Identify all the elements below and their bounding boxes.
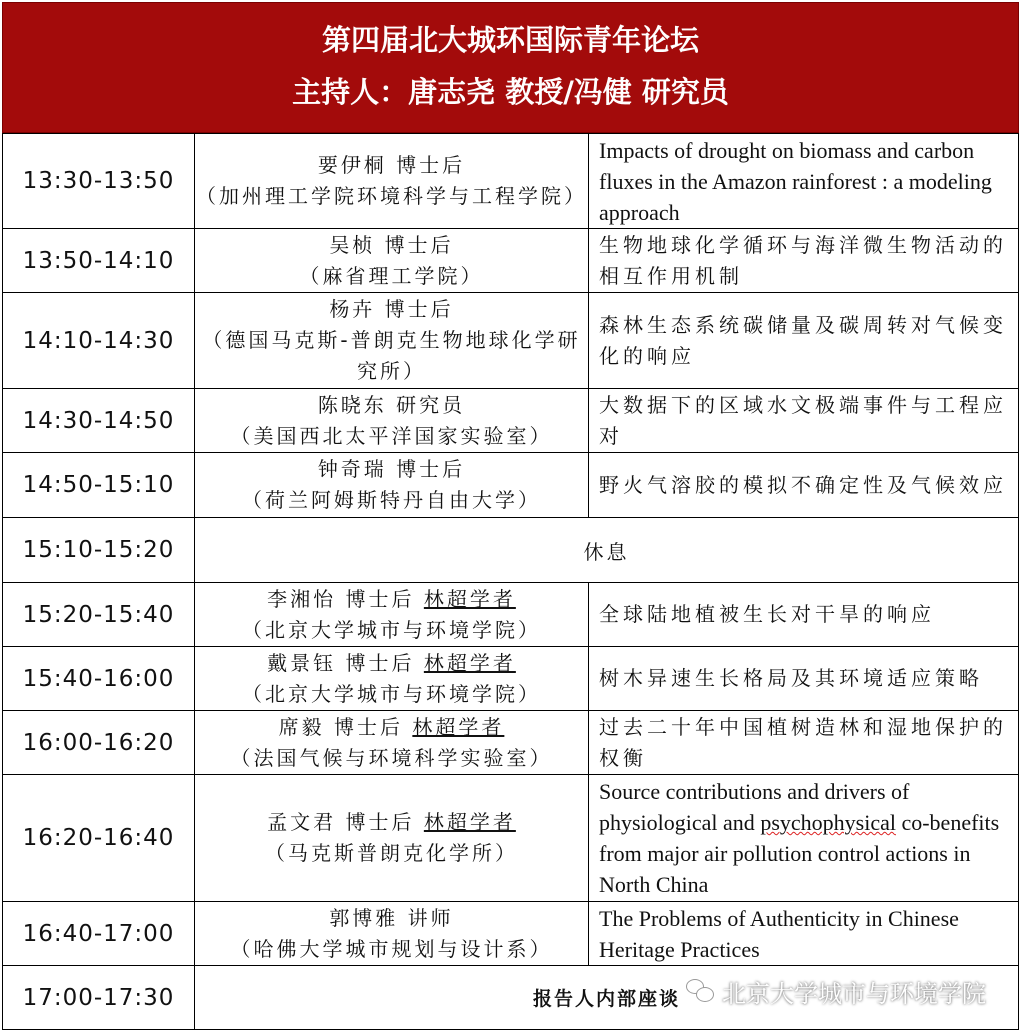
topic-cell: 森林生态系统碳储量及碳周转对气候变化的响应 bbox=[589, 293, 1019, 389]
speaker-name: 陈晓东 研究员 bbox=[317, 392, 466, 417]
speaker-affiliation: （法国气候与环境科学实验室） bbox=[230, 745, 553, 770]
table-row bbox=[3, 583, 1019, 647]
speaker-affiliation: （美国西北太平洋国家实验室） bbox=[230, 423, 553, 448]
topic-text: co-benefits from major air pollution control actions in North China bbox=[599, 810, 1000, 897]
time-cell: 17:00-17:30 bbox=[3, 966, 195, 1030]
forum-schedule bbox=[2, 2, 1019, 1030]
speaker-cell bbox=[195, 229, 589, 293]
table-row bbox=[3, 229, 1019, 293]
speaker-cell bbox=[195, 711, 589, 775]
time-cell: 16:40-17:00 bbox=[3, 902, 195, 966]
speaker-affiliation: （加州理工学院环境科学与工程学院） bbox=[196, 184, 587, 208]
time-cell: 13:30-13:50 bbox=[3, 134, 195, 229]
speaker-line bbox=[195, 648, 588, 679]
topic-cell: 生物地球化学循环与海洋微生物活动的相互作用机制 bbox=[589, 229, 1019, 293]
speaker-cell bbox=[195, 389, 589, 453]
table-row bbox=[3, 775, 1019, 902]
watermark-text: 北京大学城市与环境学院 bbox=[722, 979, 986, 1008]
speaker-cell bbox=[195, 134, 589, 229]
topic-text: Source contributions and drivers of physiological and bbox=[599, 779, 910, 835]
topic-cell: 野火气溶胶的模拟不确定性及气候效应 bbox=[589, 453, 1019, 518]
break-cell: 报告人内部座谈 bbox=[195, 966, 1019, 1030]
scholar-badge: 林超学者 bbox=[423, 810, 516, 834]
speaker-cell bbox=[195, 293, 589, 389]
speaker-cell bbox=[195, 902, 589, 966]
break-cell: 休息 bbox=[195, 518, 1019, 583]
speaker-name: 戴景钰 博士后 bbox=[267, 650, 415, 675]
speaker-affiliation: （麻省理工学院） bbox=[299, 263, 484, 288]
speaker-affiliation: （马克斯普朗克化学所） bbox=[265, 841, 518, 865]
speaker-name: 要伊桐 博士后 bbox=[317, 153, 466, 177]
speaker-affiliation: （北京大学城市与环境学院） bbox=[242, 617, 541, 642]
speaker-name: 郭博雅 讲师 bbox=[329, 905, 454, 930]
speaker-line bbox=[195, 807, 588, 838]
forum-title: 第四届北大城环国际青年论坛 bbox=[321, 23, 699, 57]
spellcheck-word: psychophysical bbox=[760, 810, 896, 835]
time-cell: 14:50-15:10 bbox=[3, 453, 195, 518]
speaker-name: 杨卉 博士后 bbox=[329, 297, 454, 321]
speaker-cell bbox=[195, 453, 589, 518]
topic-cell bbox=[589, 775, 1019, 902]
topic-cell: 全球陆地植被生长对干旱的响应 bbox=[589, 583, 1019, 647]
time-cell: 15:40-16:00 bbox=[3, 647, 195, 711]
time-cell: 16:20-16:40 bbox=[3, 775, 195, 902]
speaker-cell bbox=[195, 775, 589, 902]
speaker-line bbox=[195, 584, 588, 615]
time-cell: 16:00-16:20 bbox=[3, 711, 195, 775]
time-cell: 14:10-14:30 bbox=[3, 293, 195, 389]
speaker-name: 孟文君 博士后 bbox=[267, 810, 415, 834]
time-cell: 15:10-15:20 bbox=[3, 518, 195, 583]
time-cell: 15:20-15:40 bbox=[3, 583, 195, 647]
speaker-affiliation: （荷兰阿姆斯特丹自由大学） bbox=[242, 488, 541, 512]
table-row bbox=[3, 389, 1019, 453]
speaker-name: 席毅 博士后 bbox=[278, 714, 403, 739]
speaker-name: 吴桢 博士后 bbox=[329, 232, 454, 257]
table-row bbox=[3, 453, 1019, 518]
scholar-badge: 林超学者 bbox=[412, 714, 505, 739]
speaker-cell bbox=[195, 647, 589, 711]
time-cell: 13:50-14:10 bbox=[3, 229, 195, 293]
wechat-icon bbox=[686, 979, 714, 1003]
table-row bbox=[3, 711, 1019, 775]
table-row bbox=[3, 293, 1019, 389]
table-row bbox=[3, 647, 1019, 711]
schedule-table bbox=[2, 133, 1019, 1030]
topic-cell: The Problems of Authenticity in Chinese Heritage Practices bbox=[589, 902, 1019, 966]
topic-cell: Impacts of drought on biomass and carbon fluxes in the Amazon rainforest : a modeling approach bbox=[589, 134, 1019, 229]
table-row bbox=[3, 134, 1019, 229]
table-row bbox=[3, 902, 1019, 966]
speaker-affiliation: （哈佛大学城市规划与设计系） bbox=[230, 936, 553, 961]
speaker-line bbox=[195, 712, 588, 743]
topic-cell: 大数据下的区域水文极端事件与工程应对 bbox=[589, 389, 1019, 453]
topic-cell: 过去二十年中国植树造林和湿地保护的权衡 bbox=[589, 711, 1019, 775]
speaker-cell bbox=[195, 583, 589, 647]
scholar-badge: 林超学者 bbox=[423, 586, 516, 611]
speaker-name: 李湘怡 博士后 bbox=[267, 586, 415, 611]
speaker-affiliation: （北京大学城市与环境学院） bbox=[242, 681, 541, 706]
time-cell: 14:30-14:50 bbox=[3, 389, 195, 453]
topic-cell: 树木异速生长格局及其环境适应策略 bbox=[589, 647, 1019, 711]
table-row bbox=[3, 518, 1019, 583]
speaker-name: 钟奇瑞 博士后 bbox=[317, 457, 466, 481]
watermark bbox=[686, 975, 986, 1007]
schedule-header bbox=[2, 2, 1019, 133]
speaker-affiliation: （德国马克斯-普朗克生物地球化学研究所） bbox=[202, 328, 581, 383]
host-line: 主持人：唐志尧 教授/冯健 研究员 bbox=[292, 75, 729, 109]
scholar-badge: 林超学者 bbox=[423, 650, 516, 675]
